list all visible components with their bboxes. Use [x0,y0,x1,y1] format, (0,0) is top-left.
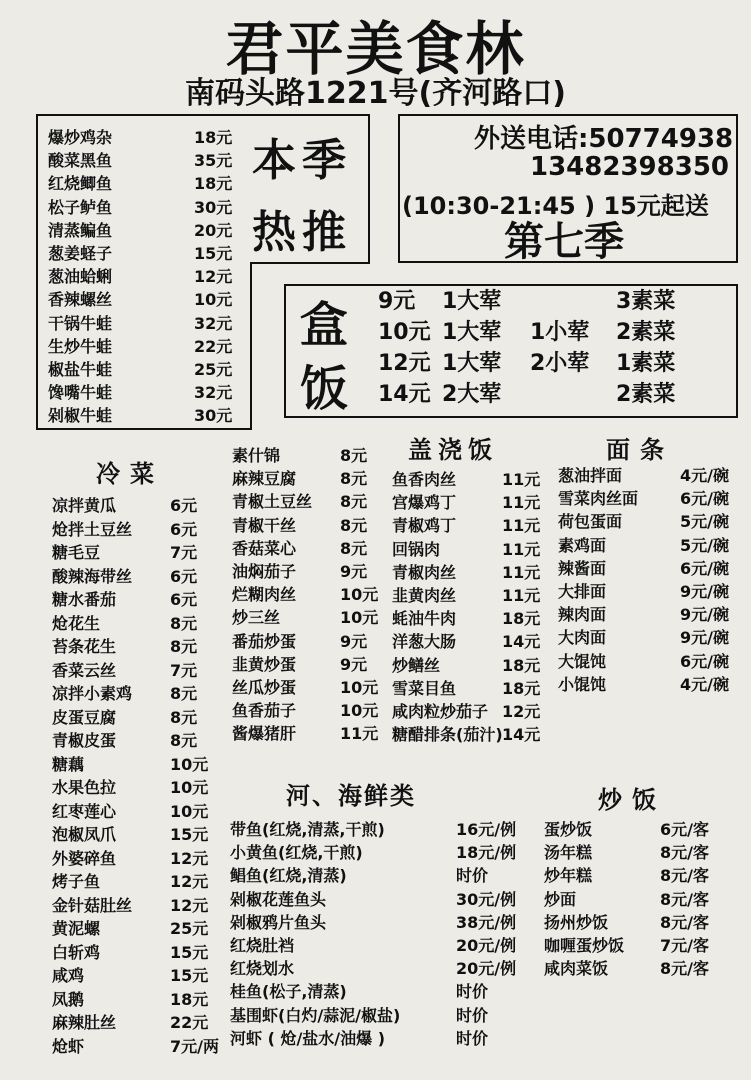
dish-name: 红枣莲心 [52,801,117,821]
dish-name: 糖藕 [52,754,85,774]
box-meal-cell: 3素菜 [616,289,676,314]
dish-price: 10元 [194,290,233,310]
dish-price: 8元 [170,613,198,633]
dish-name: 小黄鱼(红烧,干煎) [230,843,363,863]
dish-name: 葱油蛤蜊 [48,267,113,287]
dish-price: 30元/例 [456,889,517,909]
dish-name: 炝拌土豆丝 [52,519,133,539]
dish-price: 38元/例 [456,912,517,932]
dish-price: 4元/碗 [680,466,729,485]
dish-price: 15元 [194,244,233,263]
dish-name: 荷包蛋面 [558,512,623,532]
dish-price: 20元/例 [456,936,517,955]
dish-name: 韭黄肉丝 [392,586,457,605]
dish-price: 8元 [340,538,368,558]
dish-price: 8元 [170,684,198,703]
dish-name: 辣酱面 [558,558,607,578]
dish-price: 18元 [502,609,541,629]
box-edge [250,262,252,428]
dish-name: 鱼香茄子 [232,701,297,721]
dish-price: 10元 [170,778,209,797]
dish-name: 剁椒花莲鱼头 [230,889,327,909]
dish-name: 葱姜蛏子 [48,244,113,263]
season-label-1: 本季 [252,135,352,186]
dish-name: 烤子鱼 [52,872,101,891]
box-meal-cell: 12元 [378,351,431,376]
dish-price: 16元/例 [456,820,517,839]
dish-name: 雪菜目鱼 [392,678,457,698]
dish-name: 咖喱蛋炒饭 [544,936,625,955]
dish-name: 洋葱大肠 [392,632,457,652]
dish-name: 金针菇肚丝 [52,895,133,915]
dish-name: 炒三丝 [232,608,281,628]
dish-price: 22元 [194,336,233,356]
box-meal-cell: 2大荤 [442,382,502,407]
dish-name: 青椒土豆丝 [232,492,313,512]
dish-name: 河虾 ( 炝/盐水/油爆 ) [230,1028,386,1048]
dish-name: 馋嘴牛蛙 [48,383,113,403]
dish-name: 生炒牛蛙 [48,336,113,356]
dish-price: 5元/碗 [680,512,729,532]
dish-price: 9元 [340,562,368,581]
dish-name: 干锅牛蛙 [48,313,113,333]
dish-name: 咸肉菜饭 [544,959,609,979]
dish-name: 大肉面 [558,628,607,648]
box-meal-cell: 1大荤 [442,351,502,376]
box-meal-cell: 1大荤 [442,320,502,345]
dish-name: 青椒肉丝 [392,562,457,582]
dish-name: 蛋炒饭 [544,820,593,839]
box-meal-cell: 10元 [378,320,431,345]
restaurant-title: 君平美食林 [225,15,526,83]
dish-name: 香菇菜心 [232,538,297,558]
dish-price: 8元/客 [660,889,709,909]
dish-name: 烂糊肉丝 [232,585,297,605]
dish-name: 青椒干丝 [232,515,297,535]
box-meal-cell: 14元 [378,382,431,407]
dish-price: 30元 [194,406,233,426]
dish-name: 炝花生 [52,613,101,633]
dish-name: 青椒皮蛋 [52,731,117,750]
dish-price: 25元 [170,919,209,938]
dish-price: 7元 [170,660,198,680]
dish-name: 丝瓜炒蛋 [232,678,297,697]
dish-name: 韭黄炒蛋 [232,654,297,674]
dish-name: 大排面 [558,582,607,601]
dish-price: 6元/碗 [680,651,729,671]
dish-price: 8元 [340,492,368,512]
box-meal-cell: 2小荤 [530,351,590,376]
dish-price: 8元 [170,731,198,750]
dish-price: 18元 [194,174,233,194]
dish-price: 4元/碗 [680,674,729,694]
dish-name: 酸辣海带丝 [52,566,133,586]
box-meal-cell: 2素菜 [616,382,676,407]
delivery-phone-1: 外送电话:50774938 [474,124,734,154]
dish-price: 18元/例 [456,843,517,863]
dish-price: 7元 [170,543,198,562]
dish-name: 回锅肉 [392,539,441,559]
dish-price: 11元 [502,562,541,582]
dish-name: 炒鳝丝 [392,655,441,675]
dish-name: 泡椒凤爪 [52,825,117,844]
dish-price: 11元 [502,539,541,559]
box-meal-cell: 1小荤 [530,320,590,345]
dish-name: 大馄饨 [558,651,607,671]
dish-price: 15元 [170,942,209,962]
dish-name: 糖醋排条(茄汁) [392,725,503,745]
dish-price: 6元 [170,590,198,609]
delivery-phone-2: 13482398350 [530,152,729,182]
dish-price: 6元 [170,496,198,515]
dish-name: 鲳鱼(红烧,清蒸) [230,866,347,886]
dish-name: 红烧划水 [230,959,295,979]
dish-name: 辣肉面 [558,605,607,625]
dish-price: 11元 [502,516,541,536]
dish-name: 炒面 [544,889,577,909]
season-label-2: 热推 [252,207,352,258]
dish-name: 凤鹅 [52,989,85,1009]
restaurant-address: 南码头路1221号(齐河路口) [185,76,566,111]
dish-name: 水果色拉 [52,778,117,797]
dish-price: 9元 [340,631,368,651]
box-meal-cell: 2素菜 [616,320,676,345]
dish-price: 9元/碗 [680,605,729,625]
box-meal-label-2: 饭 [300,361,349,417]
dish-name: 青椒鸡丁 [392,516,457,536]
dish-price: 10元 [340,585,379,605]
dish-name: 红烧肚裆 [230,936,295,955]
dish-price: 时价 [456,1028,489,1048]
rice-title: 盖浇饭 [408,436,498,464]
dish-name: 香辣螺丝 [48,290,113,310]
seafood-title: 河、海鲜类 [286,782,416,810]
dish-price: 时价 [456,866,489,886]
noodle-title: 面条 [606,436,674,464]
dish-price: 时价 [456,982,489,1002]
dish-name: 剁椒鸦片鱼头 [230,912,327,932]
dish-name: 咸鸡 [52,966,85,985]
dish-name: 麻辣豆腐 [232,469,297,489]
dish-name: 外婆碎鱼 [52,848,117,868]
cold-title: 冷菜 [96,460,164,488]
dish-price: 14元 [502,632,541,652]
dish-price: 8元 [340,446,368,465]
box-meal-cell: 1大荤 [442,289,502,314]
dish-price: 10元 [340,701,379,721]
dish-price: 6元 [170,519,198,539]
dish-price: 6元 [170,566,198,586]
dish-price: 10元 [170,754,209,774]
dish-name: 松子鲈鱼 [48,197,113,217]
dish-price: 8元 [170,637,198,656]
dish-price: 时价 [456,1005,489,1025]
dish-price: 12元 [170,895,209,915]
dish-price: 8元 [340,515,368,535]
dish-name: 素鸡面 [558,535,607,555]
dish-name: 小馄饨 [558,674,607,694]
box-meal-cell: 1素菜 [616,351,676,376]
dish-name: 素什锦 [232,446,281,465]
dish-name: 椒盐牛蛙 [48,360,113,379]
dish-price: 14元 [502,725,541,745]
dish-price: 15元 [170,825,209,844]
dish-price: 11元 [502,586,541,605]
dish-price: 11元 [340,724,379,744]
dish-price: 22元 [170,1013,209,1032]
dish-price: 18元 [502,678,541,698]
dish-name: 炝虾 [52,1036,85,1056]
dish-price: 8元/客 [660,959,709,979]
dish-price: 10元 [340,678,379,697]
dish-price: 5元/碗 [680,535,729,555]
dish-name: 酱爆猪肝 [232,724,297,744]
dish-price: 32元 [194,313,233,333]
dish-price: 8元/客 [660,843,709,863]
dish-name: 鱼香肉丝 [392,470,457,489]
dish-price: 30元 [194,197,233,217]
dish-price: 18元 [194,128,233,147]
dish-name: 桂鱼(松子,清蒸) [230,982,347,1002]
dish-name: 白斩鸡 [52,942,101,962]
dish-price: 8元 [340,469,368,489]
dish-price: 6元/客 [660,820,709,839]
dish-name: 咸肉粒炒茄子 [392,702,489,721]
dish-name: 麻辣肚丝 [52,1013,117,1032]
dish-price: 20元/例 [456,959,517,979]
season-number: 第七季 [504,219,624,265]
dish-name: 香菜云丝 [52,660,117,680]
dish-price: 9元 [340,654,368,674]
dish-price: 11元 [502,493,541,513]
dish-price: 18元 [170,989,209,1009]
box-meal-label-1: 盒 [300,297,349,353]
dish-name: 油焖茄子 [232,562,297,581]
dish-name: 清蒸鳊鱼 [48,220,113,240]
dish-price: 32元 [194,383,233,403]
dish-price: 6元/碗 [680,558,729,578]
dish-name: 凉拌小素鸡 [52,684,133,703]
dish-price: 12元 [502,702,541,721]
dish-name: 皮蛋豆腐 [52,707,117,727]
dish-price: 8元/客 [660,912,709,932]
dish-price: 9元/碗 [680,582,729,601]
dish-price: 8元 [170,707,198,727]
dish-price: 15元 [170,966,209,985]
dish-price: 10元 [170,801,209,821]
dish-name: 宫爆鸡丁 [392,493,457,513]
dish-name: 雪菜肉丝面 [558,489,639,509]
box-meal-cell: 9元 [378,289,416,314]
dish-price: 8元/客 [660,866,709,886]
dish-name: 凉拌黄瓜 [52,496,117,515]
dish-price: 11元 [502,470,541,489]
dish-price: 35元 [194,151,233,171]
dish-name: 剁椒牛蛙 [48,406,113,426]
dish-price: 12元 [194,267,233,287]
dish-name: 苔条花生 [52,637,117,656]
dish-name: 炒年糕 [544,866,593,886]
dish-name: 糖毛豆 [52,543,101,562]
dish-price: 10元 [340,608,379,628]
dish-name: 糖水番茄 [52,590,117,609]
dish-price: 7元/两 [170,1036,219,1056]
dish-price: 9元/碗 [680,628,729,648]
dish-name: 汤年糕 [544,843,593,863]
dish-price: 20元 [194,220,233,240]
dish-price: 12元 [170,848,209,868]
dish-name: 基围虾(白灼/蒜泥/椒盐) [230,1005,401,1025]
dish-price: 12元 [170,872,209,891]
dish-name: 葱油拌面 [558,466,623,485]
dish-price: 6元/碗 [680,489,729,509]
dish-name: 爆炒鸡杂 [48,128,113,147]
dish-name: 扬州炒饭 [544,912,609,932]
dish-price: 25元 [194,360,233,379]
delivery-hours: (10:30-21:45 ) 15元起送 [402,192,709,220]
dish-name: 带鱼(红烧,清蒸,干煎) [230,820,385,839]
dish-price: 7元/客 [660,936,709,955]
dish-name: 红烧鲫鱼 [48,174,113,194]
dish-name: 酸菜黑鱼 [48,151,113,171]
dish-price: 18元 [502,655,541,675]
dish-name: 黄泥螺 [52,919,101,938]
dish-name: 番茄炒蛋 [232,631,297,651]
fried-rice-title: 炒饭 [598,786,666,814]
box-edge [250,262,370,264]
dish-name: 蚝油牛肉 [392,609,457,629]
